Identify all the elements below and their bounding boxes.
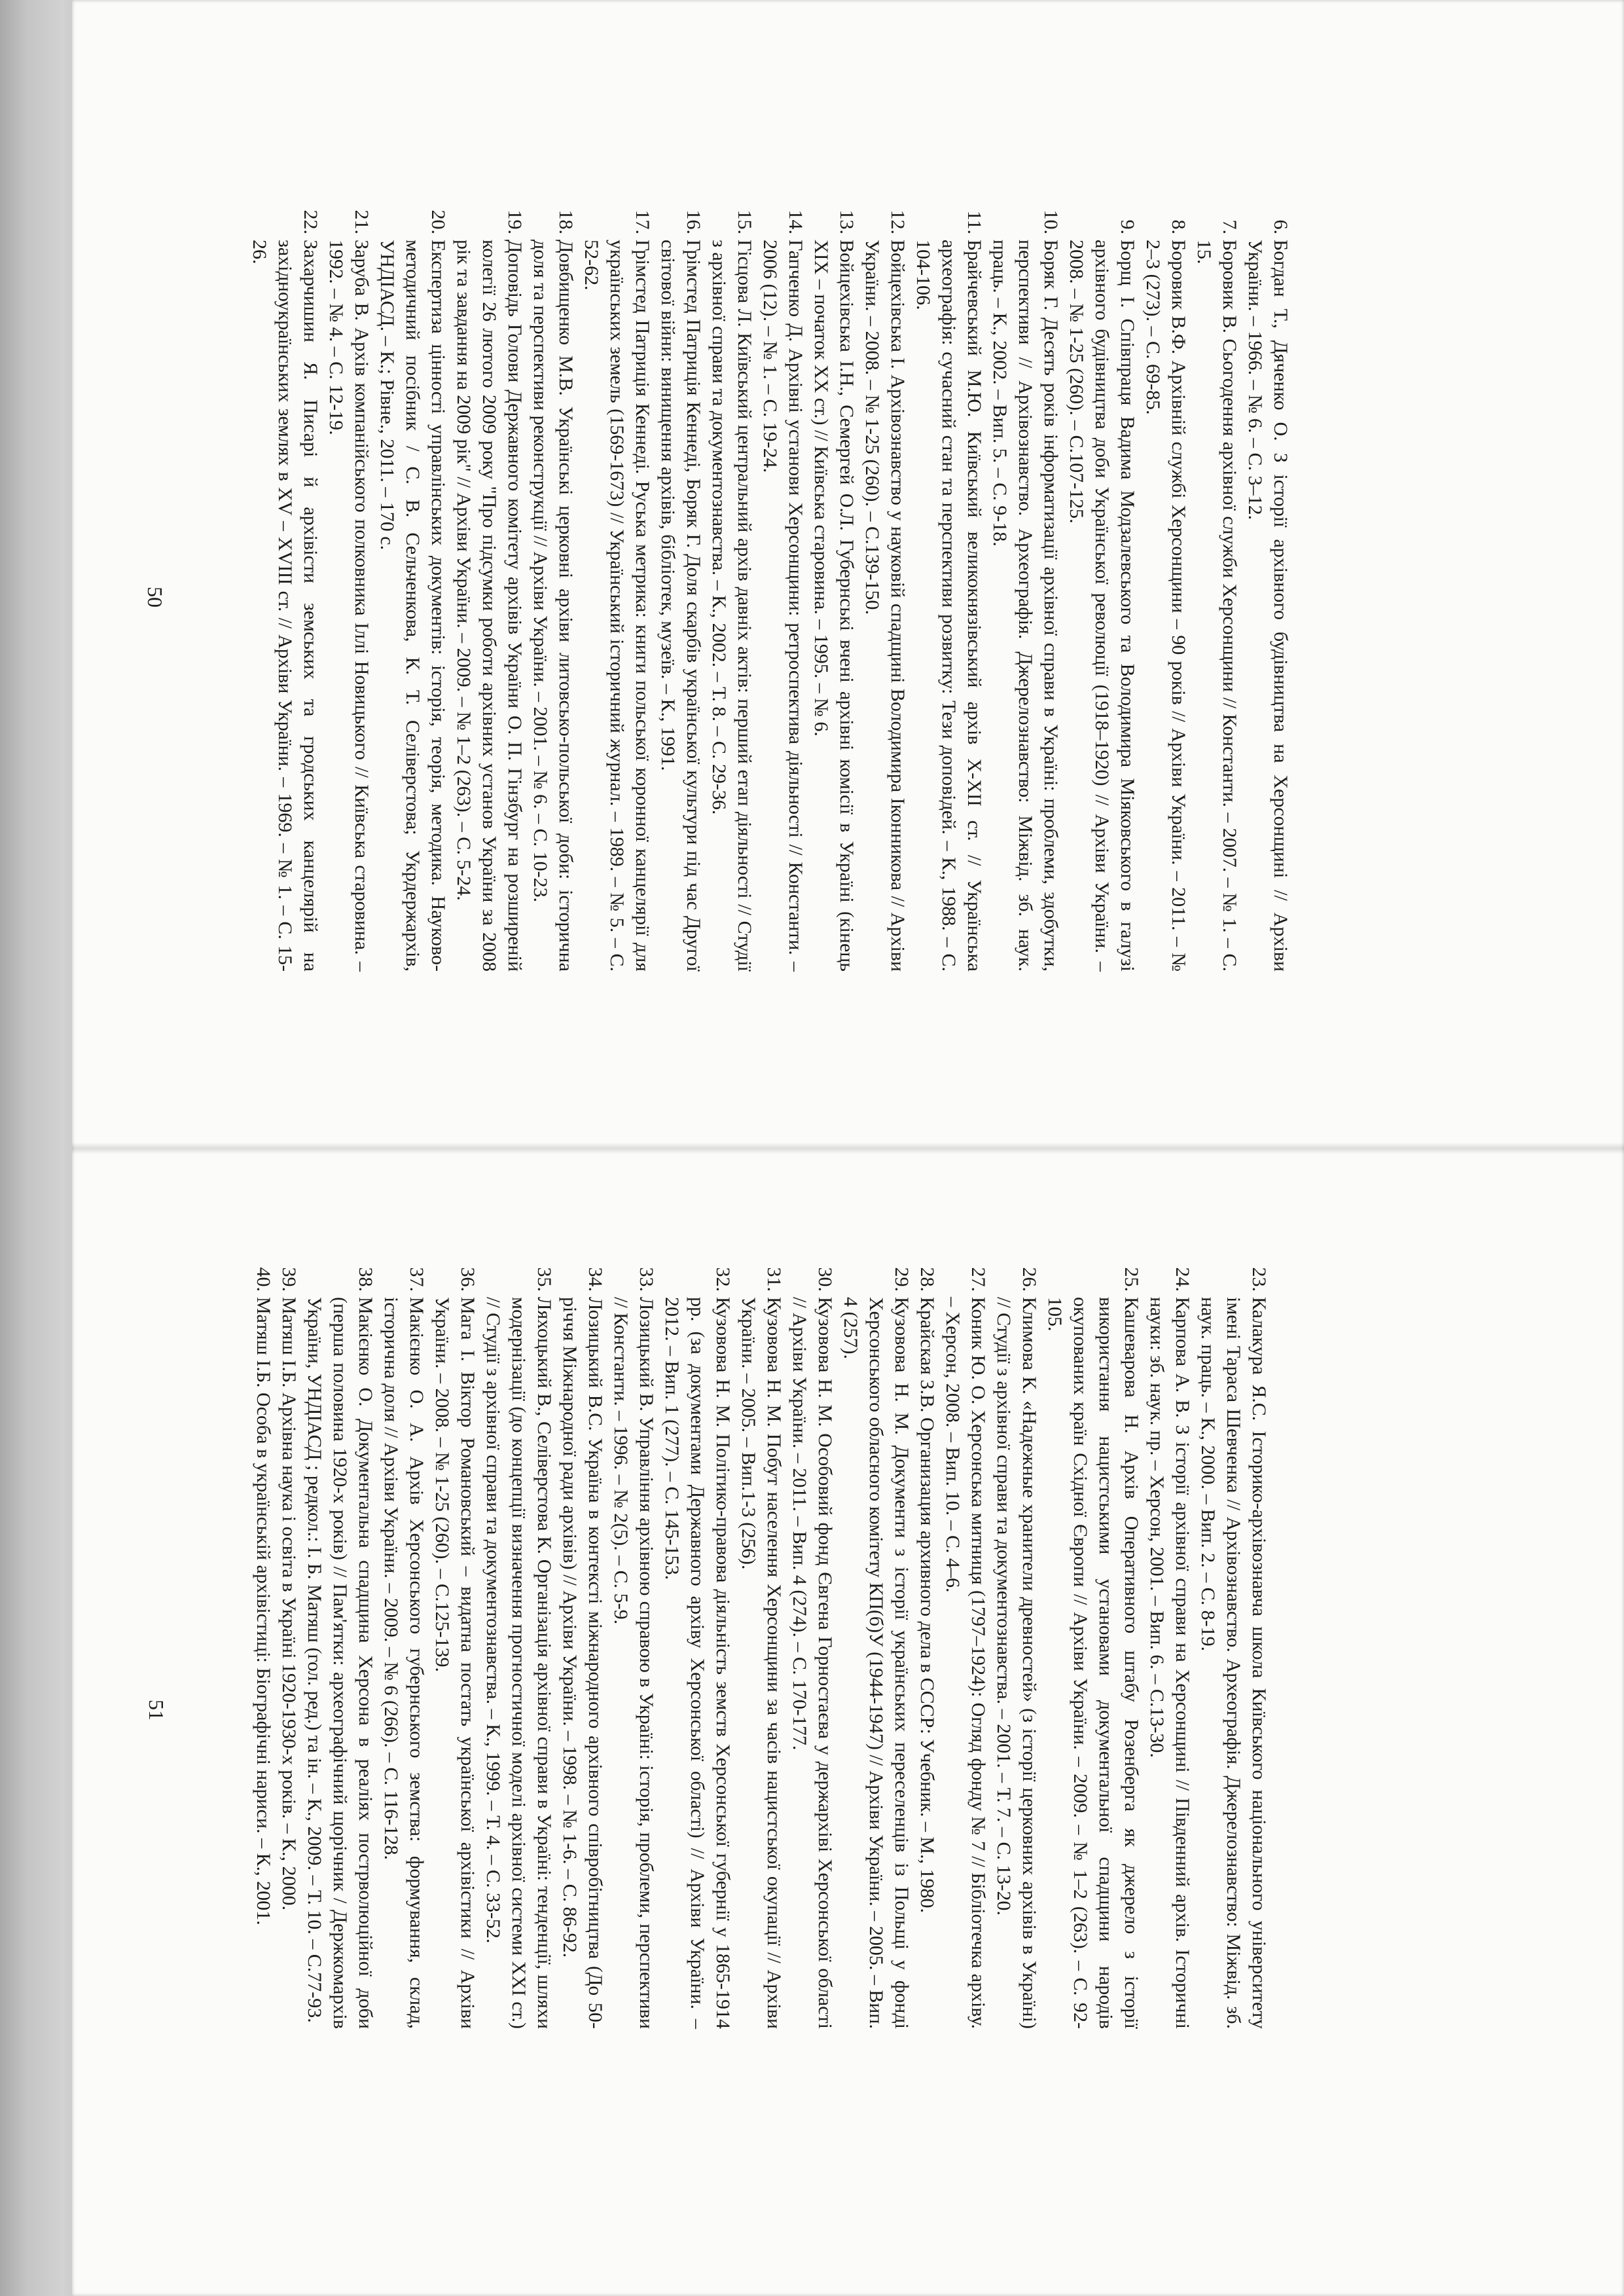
entry-text: Гісцова Л. Київський центральний архів давніх актів: перший етап діяльності // Студії з архівної справи та документознавства. – К., 2002. – Т. 8. – С. 29-36. <box>708 240 755 972</box>
entry-number: 26. <box>1019 1267 1040 1292</box>
bibliography-entry <box>1144 1256 1195 2029</box>
entry-text: Доповідь Голови Державного комітету архівів України О. П. Гінзбург на розширеній колегії 26 лютого 2009 року "Про підсумки роботи архівних установ України за 2008 рік та завдання на 2009 рік" // Архіви України. – 2009. – № 1–2 (263). – С. 5-24. <box>453 240 526 972</box>
entry-number: 15. <box>734 210 755 234</box>
entry-text: Брайчевський М.Ю. Київський великокнязівський архів X-XII ст. // Українська археографія: сучасний стан та перспективи розвитку: Тези доповідей. – К., 1988. – С. 104-106. <box>912 240 985 972</box>
bibliography-entry <box>528 199 579 972</box>
entry-number: 29. <box>891 1267 912 1292</box>
bibliography-entry <box>579 199 655 972</box>
entry-text: Крайская З.В. Организация архивного дела в СССР: Учебник. – М., 1980. <box>916 1297 938 1914</box>
entry-number: 23. <box>1248 1267 1270 1292</box>
entry-number: 36. <box>457 1267 478 1292</box>
entry-text: Кузовова Н. М. Документи з історії українських переселенців із Польщі у фонді Херсонського обласного комітету КП(б)У (1944-1947) // Архіви України. – 2005. – Вип. 4 (257). <box>840 1297 912 2029</box>
bibliography-entry <box>608 1256 659 2029</box>
entry-text: Калакура Я.С. Історико-архівознавча школа Київського національного університету імені Тараса Шевченка // Архівознавство. Археографія. Джерелознавство: Міжвід. зб. наук. праць. – К., 2000. – Вип. 2. – С. 8-19. <box>1197 1297 1270 2029</box>
rotated-spread <box>72 0 1624 2296</box>
bibliography-entry <box>1140 199 1191 972</box>
entry-text: Грімстед Патриція Кеннеді, Боряк Г. Доля скарбів української культури під час Другої світової війни: винищення архівів, бібліотек, музеїв. – К., 1991. <box>657 240 704 972</box>
entry-number: 20. <box>427 210 449 234</box>
entry-number: 11. <box>964 210 985 234</box>
entry-text: Грімстед Патриція Кеннеді. Руська метрика: книги польської коронної канцелярії для українських земель (1569-1673) // Український історичний журнал. – 1989. – № 5. – С. 52-62. <box>581 240 653 972</box>
bibliography-entry <box>1064 199 1140 972</box>
bibliography-entry <box>838 1256 914 2029</box>
entry-number: 24. <box>1172 1267 1193 1292</box>
entry-text: Лозицький В. Управління архівною справою в Україні: історія, проблеми, перспективи // Константи. – 1996. – № 2(5). – С. 5-9. <box>610 1297 657 2029</box>
bibliography-entry <box>276 1256 302 2029</box>
right-page-number: 51 <box>145 1700 168 1721</box>
entry-number: 38. <box>355 1267 376 1292</box>
entry-number: 31. <box>763 1267 785 1292</box>
bibliography-entry <box>787 1256 838 2029</box>
entry-text: Гапченко Д. Архівні установи Херсонщини: ретроспектива діяльності // Константи. – 2006 (12). – № 1. – С. 19-24. <box>759 240 806 972</box>
entry-number: 16. <box>683 210 704 234</box>
entry-number: 6. <box>1270 219 1291 234</box>
entry-number: 19. <box>504 210 526 234</box>
bibliography-entry <box>914 1256 940 2029</box>
entry-number: 12. <box>887 210 909 234</box>
entry-text: Боровик В.Ф. Архівній службі Херсонщини – 90 років // Архіви України. – 2011. – № 2–3 (273). – С. 69-85. <box>1142 240 1189 972</box>
bibliography-entry <box>808 199 859 972</box>
bibliography-entry <box>557 1256 608 2029</box>
entry-number: 28. <box>916 1267 938 1292</box>
entry-number: 34. <box>585 1267 606 1292</box>
entry-text: Заруба В. Архів компанійського полковника Іллі Новицького // Київська старовина. – 1992. – № 4. – С. 12-19. <box>325 240 372 972</box>
entry-text: Мага І. Віктор Романовський – видатна постать української архівістики // Архіви України. – 2008. – № 1-25 (260). – С.125-139. <box>431 1297 478 2029</box>
bibliography-entry <box>480 1256 557 2029</box>
entry-text: Кузовова Н. М. Особовий фонд Євгена Горностаєва у держархіві Херсонської області // Архіви України. – 2011. – Вип. 4 (274). – С. 170-177. <box>789 1297 836 2029</box>
bibliography-entry <box>374 199 451 972</box>
entry-text: Климова К. «Надежные хранители древностей» (з історії церковних архівів в Україні) // Студії з архівної справи та документознавства. – 2001. – Т. 7. – С. 13-20. <box>993 1297 1040 2029</box>
entry-text: Лозицький В.С. Україна в контексті міжнародного архівного співробітництва (До 50-річчя Міжнародної ради архівів) // Архіви України. – 1998. – № 1-6. – С. 86-92. <box>559 1297 606 2029</box>
entry-number: 33. <box>636 1267 657 1292</box>
bibliography-entry <box>940 1256 991 2029</box>
entry-number: 18. <box>555 210 577 234</box>
entry-text: Кузовова Н. М. Побут населення Херсонщини за часів нацистської окупації // Архіви України. – 2005. – Вип.1-3 (256). <box>738 1297 785 2029</box>
entry-number: 39. <box>278 1267 300 1292</box>
entry-text: Кузовова Н. М. Політико-правова діяльність земств Херсонської губернії у 1865-1914 рр. (за документами Державного архіву Херсонської області) // Архіви України. – 2012. – Вип. 1 (277). – С. 145-153. <box>661 1297 734 2029</box>
bibliography-entry <box>1195 1256 1272 2029</box>
entry-text: Макієнко О. Документальна спадщина Херсона в реаліях пострволюційної доби (перша половина 1920-х років) // Пам'ятки: археографічний щорічник / Держкомархів України, УНДІАСД ; редкол.: І. Б. Матяш (гол. ред.) та ін. – К., 2009. – Т. 10. – С.77-93. <box>304 1297 376 2029</box>
bibliography-entry <box>655 199 706 972</box>
right-page <box>72 1148 1624 2296</box>
entry-number: 32. <box>712 1267 734 1292</box>
bibliography-entry <box>451 199 528 972</box>
right-bibliography-list <box>251 1256 1272 2029</box>
bibliography-entry <box>378 1256 429 2029</box>
entry-number: 25. <box>1121 1267 1142 1292</box>
entry-text: Матяш І.Б. Особа в українській архівістиці: Біографічні нариси. – К., 2001. <box>253 1297 274 1925</box>
entry-text: Карпова А. В. З історії архівної справи на Херсонщині // Південний архів. Історичні науки: зб. наук. пр. – Херсон, 2001. – Вип. 6. – С.13-30. <box>1146 1297 1193 2029</box>
bibliography-entry <box>659 1256 736 2029</box>
entry-text: Експертиза цінності управлінських документів: історія, теорія, методика. Науково-методичний посібник / С. В. Сельченкова, К. Т. Селіверстова; Укрдержархів, УНДІАСД. – К.; Рівне., 2011. – 170 с. <box>376 240 449 972</box>
bibliography-entry <box>247 199 323 972</box>
bibliography-entry <box>323 199 374 972</box>
entry-text: Войцехівська І. Архівознавство у науковій спадщині Володимира Іконникова // Архіви України. – 2008. – № 1-25 (260). – С.139-150. <box>861 240 909 972</box>
entry-number: 9. <box>1117 219 1138 234</box>
bibliography-entry <box>757 199 808 972</box>
left-page-number: 50 <box>143 587 167 608</box>
bibliography-entry <box>987 199 1064 972</box>
entry-number: 14. <box>785 210 806 234</box>
entry-text: Довбищенко М.В. Українські церковні архіви литовсько-польської доби: історична доля та перспективи реконструкції // Архіви України. – 2001. – № 6. – С. 10-23. <box>530 240 577 972</box>
entry-text: Кашеварова Н. Архів Оперативного штабу Розенберга як джерело з історії використання нацистськими установами документальної спадщини народів окупованих країн Східної Європи // Архіви України. – 2009. – № 1–2 (263). – С. 92-105. <box>1044 1297 1142 2029</box>
bibliography-entry <box>1042 1256 1144 2029</box>
bibliography-entry <box>429 1256 480 2029</box>
bibliography-entry <box>991 1256 1042 2029</box>
entry-text: Богдан Т., Дяченко О. З історії архівного будівництва на Херсонщині // Архіви України. – 1966. – № 6. – С. 3–12. <box>1244 240 1291 972</box>
entry-number: 10. <box>1040 210 1062 234</box>
entry-number: 21. <box>351 210 372 234</box>
left-bibliography-list <box>247 199 1293 972</box>
entry-number: 17. <box>632 210 653 234</box>
entry-number: 27. <box>967 1267 989 1292</box>
bibliography-entry <box>302 1256 378 2029</box>
entry-text: Макієнко О. А. Архів Херсонського губернського земства: формування, склад, історична доля // Архіви України. – 2009. – № 6 (266). – С. 116-128. <box>380 1297 427 2029</box>
entry-text: Боряк Г. Десять років інформатизації архівної справи в Україні: проблеми, здобутки, перспективи // Архівознавство. Археографія. Джерелознавство: Міжвід. зб. наук. праць. – К., 2002. – Вип. 5. – С. 9-18. <box>989 240 1062 972</box>
bibliography-entry <box>736 1256 787 2029</box>
bibliography-entry <box>859 199 911 972</box>
entry-text: Войцехівська І.Н., Семергей О.Л. Губернські вчені архівні комісії в Україні (кінець XIX – початок XX ст.) // Київська старовина. – 1995. – № 6. <box>810 240 857 972</box>
left-page <box>72 0 1624 1148</box>
bibliography-entry <box>706 199 757 972</box>
entry-number: 22. <box>300 210 321 234</box>
entry-text: Борщ І. Співпраця Вадима Модзалевського та Володимира Міяковського в галузі архівного будівництва доби Української революції (1918–1920) // Архіви України. – 2008. – № 1-25 (260). – С.107-125. <box>1066 240 1138 972</box>
entry-number: 8. <box>1168 219 1189 234</box>
entry-text: Боровик В. Сьогодення архівної служби Херсонщини // Константи. – 2007. – № 1. – С. 15. <box>1193 240 1240 972</box>
bibliography-entry <box>251 1256 276 2029</box>
entry-number: 7. <box>1219 219 1240 234</box>
entry-text: Матяш І.Б. Архівна наука і освіта в Україні 1920-1930-х років. – К., 2000. <box>278 1297 300 1911</box>
entry-number: 13. <box>836 210 857 234</box>
entry-number: 30. <box>814 1267 836 1292</box>
entry-number: 35. <box>533 1267 555 1292</box>
entry-number: 37. <box>406 1267 427 1292</box>
entry-number: 40. <box>253 1267 274 1292</box>
entry-text: Захарчишин Я. Писарі й архівісти земських та гродських канцелярій на західноукраїнських землях в XV – XVIII ст. // Архіви України. – 1969. – № 1. – С. 15-26. <box>249 240 321 972</box>
bibliography-entry <box>911 199 987 972</box>
entry-text: Ляхоцький В., Селіверстова К. Організація архівної справи в Україні: тенденції, шляхи модернізації (до концепції визначення прогностичної моделі архівної системи XXI ст.) // Студії з архівної справи та документознавства. – К., 1999. – Т. 4. – С. 33-52. <box>482 1297 555 2029</box>
bibliography-entry <box>1191 199 1242 972</box>
bibliography-entry <box>1242 199 1293 972</box>
entry-text: Коник Ю. О. Херсонська митниця (1797–1924): Огляд фонду № 7 // Бібліотечка архіву. – Херсон, 2008. – Вип. 10. – С. 4–6. <box>942 1297 989 2029</box>
